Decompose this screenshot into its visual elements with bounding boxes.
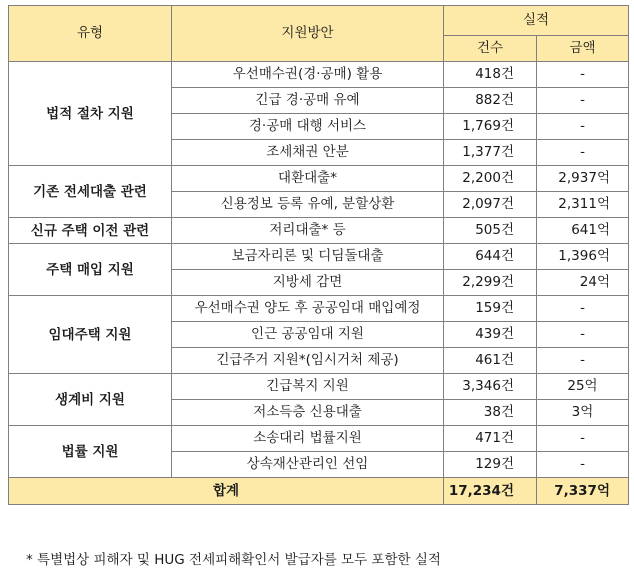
count-cell: 644건: [444, 244, 537, 270]
amount-cell: -: [537, 452, 629, 478]
amount-cell: -: [537, 348, 629, 374]
amount-cell: -: [537, 322, 629, 348]
support-results-table: [8, 5, 629, 505]
plan-cell: 긴급주거 지원*(임시거처 제공): [172, 348, 444, 374]
group-type-cell: 신규 주택 이전 관련: [9, 218, 172, 244]
amount-cell: -: [537, 114, 629, 140]
amount-cell: 24억: [537, 270, 629, 296]
plan-cell: 저리대출* 등: [172, 218, 444, 244]
total-label: 합계: [9, 478, 444, 505]
count-cell: 461건: [444, 348, 537, 374]
count-cell: 129건: [444, 452, 537, 478]
plan-cell: 대환대출*: [172, 166, 444, 192]
count-cell: 1,769건: [444, 114, 537, 140]
header-result: 실적: [444, 6, 629, 36]
table-body: [9, 62, 629, 505]
count-cell: 439건: [444, 322, 537, 348]
count-cell: 2,299건: [444, 270, 537, 296]
table-row: [9, 374, 629, 400]
table-row: [9, 296, 629, 322]
amount-cell: 3억: [537, 400, 629, 426]
count-cell: 38건: [444, 400, 537, 426]
group-type-cell: 기존 전세대출 관련: [9, 166, 172, 218]
count-cell: 3,346건: [444, 374, 537, 400]
count-cell: 471건: [444, 426, 537, 452]
count-cell: 159건: [444, 296, 537, 322]
group-type-cell: 법적 절차 지원: [9, 62, 172, 166]
header-amount: 금액: [537, 36, 629, 62]
plan-cell: 우선매수권(경·공매) 활용: [172, 62, 444, 88]
plan-cell: 상속재산관리인 선임: [172, 452, 444, 478]
plan-cell: 지방세 감면: [172, 270, 444, 296]
count-cell: 2,200건: [444, 166, 537, 192]
group-type-cell: 임대주택 지원: [9, 296, 172, 374]
plan-cell: 조세채권 안분: [172, 140, 444, 166]
count-cell: 2,097건: [444, 192, 537, 218]
total-amount: 7,337억: [537, 478, 629, 505]
count-cell: 505건: [444, 218, 537, 244]
plan-cell: 보금자리론 및 디딤돌대출: [172, 244, 444, 270]
table-row: [9, 218, 629, 244]
amount-cell: 1,396억: [537, 244, 629, 270]
plan-cell: 우선매수권 양도 후 공공임대 매입예정: [172, 296, 444, 322]
amount-cell: -: [537, 426, 629, 452]
group-type-cell: 생계비 지원: [9, 374, 172, 426]
amount-cell: -: [537, 296, 629, 322]
amount-cell: 641억: [537, 218, 629, 244]
table-row: [9, 244, 629, 270]
count-cell: 418건: [444, 62, 537, 88]
plan-cell: 긴급 경·공매 유예: [172, 88, 444, 114]
amount-cell: 2,937억: [537, 166, 629, 192]
group-type-cell: 법률 지원: [9, 426, 172, 478]
plan-cell: 신용정보 등록 유예, 분할상환: [172, 192, 444, 218]
group-type-cell: 주택 매입 지원: [9, 244, 172, 296]
amount-cell: 25억: [537, 374, 629, 400]
plan-cell: 인근 공공임대 지원: [172, 322, 444, 348]
amount-cell: 2,311억: [537, 192, 629, 218]
table-row: [9, 426, 629, 452]
amount-cell: -: [537, 140, 629, 166]
plan-cell: 긴급복지 지원: [172, 374, 444, 400]
header-plan: 지원방안: [172, 6, 444, 62]
plan-cell: 저소득층 신용대출: [172, 400, 444, 426]
header-count: 건수: [444, 36, 537, 62]
amount-cell: -: [537, 88, 629, 114]
plan-cell: 소송대리 법률지원: [172, 426, 444, 452]
table-row: [9, 62, 629, 88]
total-row: [9, 478, 629, 505]
count-cell: 1,377건: [444, 140, 537, 166]
amount-cell: -: [537, 62, 629, 88]
table-row: [9, 166, 629, 192]
total-count: 17,234건: [444, 478, 537, 505]
plan-cell: 경·공매 대행 서비스: [172, 114, 444, 140]
footnote: * 특별법상 피해자 및 HUG 전세피해확인서 발급자를 모두 포함한 실적: [26, 552, 441, 568]
header-type: 유형: [9, 6, 172, 62]
count-cell: 882건: [444, 88, 537, 114]
